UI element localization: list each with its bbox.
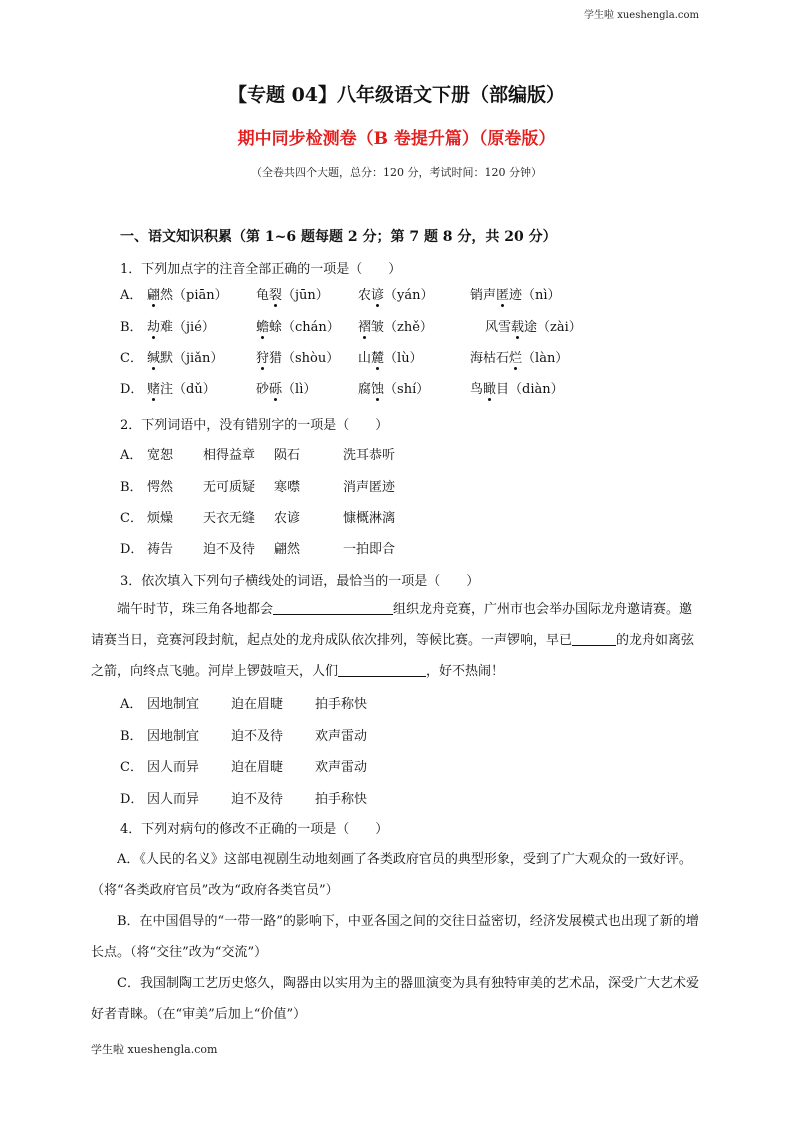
option-label: B． — [120, 729, 143, 744]
option-word: 消声匿迹 — [343, 480, 396, 495]
dotted-character: 褶 — [358, 320, 372, 335]
option-label: B． — [120, 320, 143, 335]
option-item — [358, 316, 433, 335]
option-word: 迫不及待 — [231, 729, 284, 744]
item-suffix: 默（jiǎn） — [160, 351, 224, 366]
option-word: 翩然 — [274, 542, 301, 557]
dotted-character: 谚 — [371, 288, 385, 303]
dotted-character: 狩 — [256, 351, 270, 366]
dotted-character: 砾 — [269, 382, 283, 397]
option-label: A． — [120, 448, 143, 463]
option-item — [256, 347, 339, 366]
page-title: 【专题 04】八年级语文下册（部编版） — [227, 84, 566, 106]
item-suffix: （làn） — [522, 351, 569, 366]
footer-site: 学生啦 xueshengla.com — [91, 1043, 218, 1056]
option-item — [147, 378, 216, 397]
option-word: 拍手称快 — [315, 792, 368, 807]
passage-part-2: 组织龙舟竞赛，广州市也会举办国际龙舟邀请赛。邀请赛当日，竞赛河段封航，起点处的龙舟成队依次排列，等候比赛。一声锣响，早已 — [91, 602, 693, 648]
item-prefix: 鸟 — [470, 382, 484, 397]
option-word: 洗耳恭听 — [343, 448, 396, 463]
option-item — [256, 378, 316, 397]
header-site: 学生啦 xueshengla.com — [584, 10, 699, 21]
option-label: C． — [120, 351, 143, 366]
option-word: 愕然 — [147, 480, 174, 495]
option-label: D． — [120, 542, 144, 557]
item-suffix: （lì） — [282, 382, 317, 397]
option-word: 慷概淋漓 — [343, 511, 396, 526]
option-item — [147, 347, 223, 366]
option-word: 因人而异 — [147, 760, 200, 775]
item-prefix: 海枯石 — [470, 351, 510, 366]
question-4-option-c: C．我国制陶工艺历史悠久，陶器由以实用为主的器皿演变为具有独特审美的艺术品，深受广大艺术爱好者青睐。（在“审美”后加上“价值”） — [91, 976, 699, 1022]
option-item — [147, 316, 215, 335]
item-prefix: 销声 — [470, 288, 497, 303]
blank-2 — [572, 631, 616, 646]
dotted-character: 裂 — [269, 288, 283, 303]
item-suffix: 目（diàn） — [496, 382, 564, 397]
item-suffix: 注（dǔ） — [160, 382, 216, 397]
item-suffix: 蜍（chán） — [269, 320, 340, 335]
option-word: 欢声雷动 — [315, 729, 368, 744]
dotted-character: 缄 — [147, 351, 161, 366]
option-word: 拍手称快 — [315, 697, 368, 712]
option-word: 无可质疑 — [203, 480, 256, 495]
option-word: 宽恕 — [147, 448, 174, 463]
option-item — [470, 284, 561, 303]
passage-part-4: ，好不热闹！ — [426, 664, 505, 679]
question-3-passage — [91, 594, 703, 687]
item-prefix: 砂 — [256, 382, 270, 397]
option-word: 寒噤 — [274, 480, 301, 495]
item-prefix: 龟 — [256, 288, 270, 303]
item-suffix: 猎（shòu） — [269, 351, 340, 366]
question-1-stem: 1．下列加点字的注音全部正确的一项是（ ） — [120, 262, 402, 277]
option-item — [358, 347, 423, 366]
dotted-character: 劫 — [147, 320, 161, 335]
item-suffix: 迹（nì） — [509, 288, 561, 303]
option-label: D． — [120, 792, 144, 807]
option-item — [256, 316, 340, 335]
question-4-stem: 4．下列对病句的修改不正确的一项是（ ） — [120, 822, 389, 837]
option-label: B． — [120, 480, 143, 495]
option-item — [470, 378, 564, 397]
option-label: C． — [120, 511, 143, 526]
dotted-character: 蟾 — [256, 320, 270, 335]
option-item — [358, 378, 429, 397]
page-subtitle: 期中同步检测卷（B 卷提升篇）（原卷版） — [237, 129, 556, 149]
option-word: 因地制宜 — [147, 697, 200, 712]
option-label: C． — [120, 760, 143, 775]
option-label: A． — [120, 697, 143, 712]
option-word: 陨石 — [274, 448, 301, 463]
option-label: D． — [120, 382, 144, 397]
dotted-character: 匿 — [496, 288, 510, 303]
option-word: 迫不及待 — [231, 792, 284, 807]
option-word: 烦燥 — [147, 511, 174, 526]
question-3-stem: 3．依次填入下列句子横线处的词语，最恰当的一项是（ ） — [120, 574, 480, 589]
item-suffix: （lù） — [384, 351, 423, 366]
dotted-character: 麓 — [371, 351, 385, 366]
item-suffix: 难（jié） — [160, 320, 215, 335]
item-suffix: （yán） — [384, 288, 434, 303]
section-heading: 一、语文知识积累（第 1~6 题每题 2 分；第 7 题 8 分，共 20 分） — [120, 229, 557, 245]
option-item — [470, 347, 568, 366]
item-prefix: 山 — [358, 351, 372, 366]
item-suffix: （shí） — [384, 382, 430, 397]
passage-part-1: 端午时节，珠三角各地都会 — [117, 602, 274, 617]
option-word: 迫在眉睫 — [231, 760, 284, 775]
option-word: 祷告 — [147, 542, 174, 557]
dotted-character: 烂 — [509, 351, 523, 366]
question-2-stem: 2．下列词语中，没有错别字的一项是（ ） — [120, 418, 389, 433]
item-suffix: 皱（zhě） — [371, 320, 433, 335]
blank-1 — [273, 600, 393, 615]
question-4-option-a: A．《人民的名义》这部电视剧生动地刻画了各类政府官员的典型形象，受到了广大观众的一致好评。（将“各类政府官员”改为“政府各类官员”） — [91, 852, 692, 898]
option-word: 欢声雷动 — [315, 760, 368, 775]
dotted-character: 载 — [511, 320, 525, 335]
option-item — [147, 284, 228, 303]
blank-3 — [338, 662, 426, 677]
item-suffix: 途（zài） — [524, 320, 582, 335]
option-word: 因地制宜 — [147, 729, 200, 744]
dotted-character: 蚀 — [371, 382, 385, 397]
exam-note: （全卷共四个大题，总分：120 分，考试时间：120 分钟） — [251, 166, 542, 179]
item-suffix: 然（piān） — [160, 288, 228, 303]
option-label: A． — [120, 288, 143, 303]
question-4-option-b: B．在中国倡导的“一带一路”的影响下，中亚各国之间的交往日益密切，经济发展模式也出现了新的增长点。（将“交往”改为“交流”） — [91, 914, 699, 960]
option-word: 迫不及待 — [203, 542, 256, 557]
passage-part-3: 的龙舟如离弦之箭，向终点飞驰。河岸上锣鼓喧天，人们 — [91, 633, 695, 679]
dotted-character: 赌 — [147, 382, 161, 397]
item-prefix: 腐 — [358, 382, 372, 397]
dotted-character: 翩 — [147, 288, 161, 303]
option-word: 相得益章 — [203, 448, 256, 463]
option-item — [485, 316, 582, 335]
option-item — [358, 284, 434, 303]
item-prefix: 农 — [358, 288, 372, 303]
dotted-character: 瞰 — [483, 382, 497, 397]
option-word: 天衣无缝 — [203, 511, 256, 526]
option-word: 迫在眉睫 — [231, 697, 284, 712]
option-item — [256, 284, 329, 303]
option-word: 农谚 — [274, 511, 301, 526]
item-prefix: 风雪 — [485, 320, 512, 335]
item-suffix: （jūn） — [282, 288, 329, 303]
option-word: 一拍即合 — [343, 542, 396, 557]
option-word: 因人而异 — [147, 792, 200, 807]
